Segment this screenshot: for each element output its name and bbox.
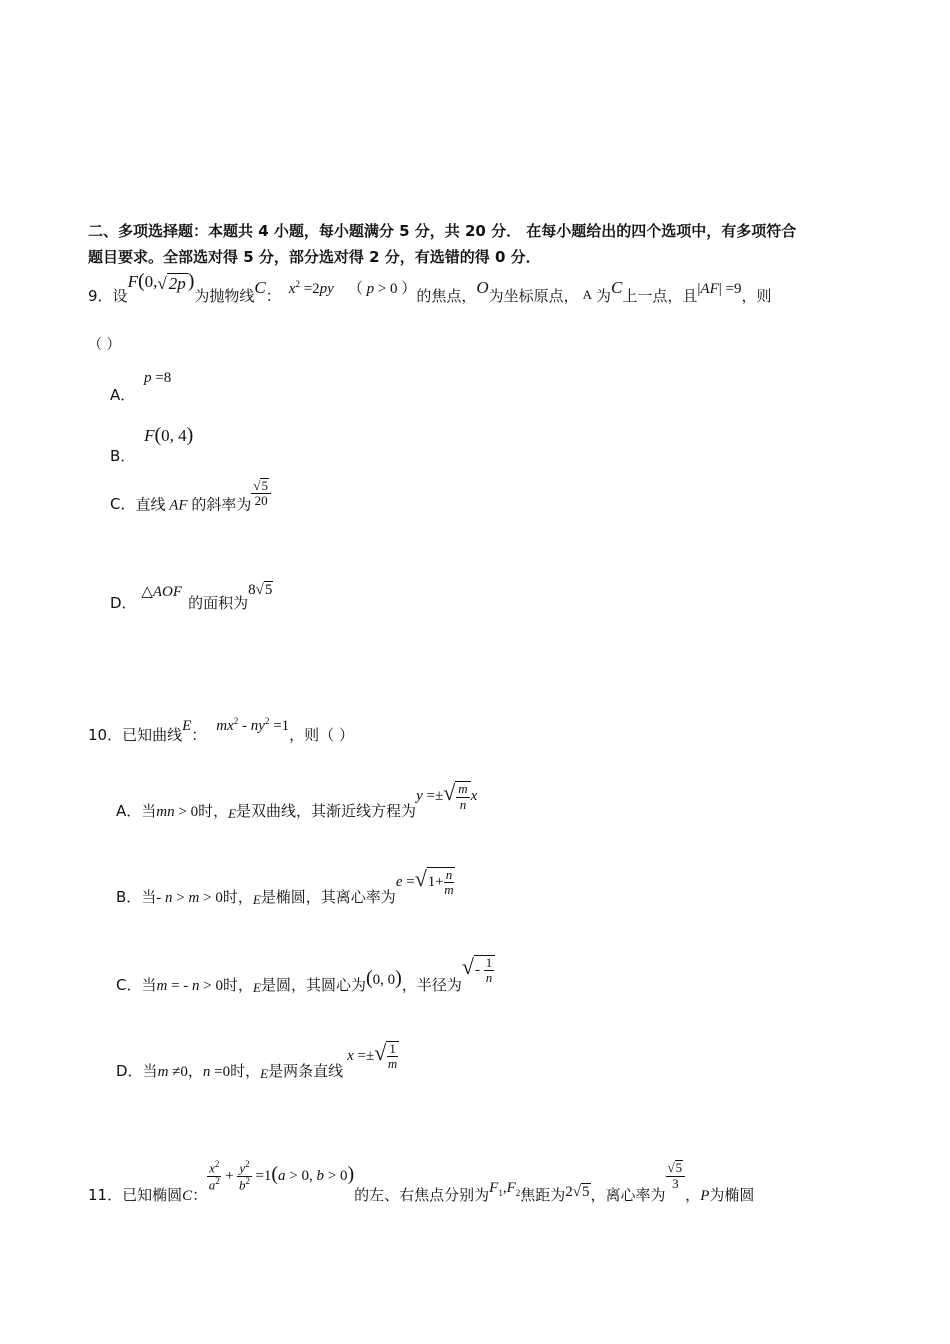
q9-option-c[interactable] [110,478,271,540]
option-formula-AF: AF [165,497,192,514]
formula-E: E [182,718,192,734]
option-formula-asymptote: y =±√ $\frac{m}{n}$ x [416,780,478,812]
option-text: ，半径为 [401,976,462,994]
formula-E: E [253,980,261,995]
question-11-stem [88,1152,754,1212]
formula-A: A [582,287,593,302]
formula-O: O [476,278,489,297]
question-number: 11．已知椭圆 [88,1185,183,1204]
q10-option-c[interactable] [116,944,495,994]
stem-text: 为坐标原点， [488,287,579,305]
stem-text: 焦距为 [520,1185,566,1204]
formula-C: C [254,278,266,297]
option-label: A．当 [116,802,157,820]
option-text: 是两条直线 [268,1062,344,1080]
formula-ellipse: $\frac{x^2}{a^2}$ + $\frac{y^2}{b^2}$ =1(a > 0, b > 0) [208,1159,355,1192]
formula-curve: $mx^2 - ny^2 =1$ [216,716,290,734]
q10-option-a[interactable] [116,770,477,820]
option-text: 是双曲线，其渐近线方程为 [236,802,417,820]
option-formula: - n > m > 0 [156,890,223,906]
stem-text: 为椭圆 [709,1185,755,1204]
stem-text: 上一点，且 [622,287,698,305]
option-formula: m = - n > 0 [156,978,224,994]
option-formula-radius: √- $\frac{1}{n}$ [462,962,495,978]
formula-focal-distance: 2√5 [565,1183,590,1200]
option-formula: m ≠0 [157,1064,188,1080]
formula-condition: （ p > 0 ） [347,281,417,297]
option-text: 是椭圆，其离心率为 [260,888,396,906]
stem-text: ： [265,287,281,305]
option-label: D．当 [116,1062,158,1080]
formula-C: C [611,278,623,297]
option-text: 的斜率为 [191,495,252,514]
formula-E: E [228,806,237,821]
stem-text: 为抛物线 [194,287,255,305]
option-formula-eccentricity: e =√1+ $\frac{n}{m}$ [395,866,454,898]
stem-text: ： [192,1185,208,1204]
option-formula: F(0, 4) [144,424,194,446]
question-number: 9． [88,287,113,305]
option-label: C． [110,495,136,514]
option-formula: p =8 [144,370,172,386]
option-label: A． [110,386,136,404]
question-9-answer-paren: （ ） [88,337,121,353]
stem-text: 的焦点， [416,287,477,305]
formula-foci: $F_1,F_2$ [489,1179,521,1198]
option-text: 时， [223,976,254,994]
formula-P: P [700,1187,710,1204]
option-formula-triangle: △AOF [141,584,183,600]
stem-text: ，则 [741,287,772,305]
option-text: 时， [230,1062,261,1080]
option-label: B．当 [116,888,157,906]
formula-C: C [182,1187,193,1204]
formula-parabola: $x^2 =2py$ [288,279,334,297]
formula-eccentricity: $\frac{√5}{3}$ [666,1160,686,1191]
option-formula-area: 8√5 [248,582,273,598]
question-9-stem [88,270,772,314]
option-formula-center: (0, 0) [366,967,402,989]
q9-option-b[interactable] [110,426,193,466]
stem-text: ，则（ ） [289,726,354,744]
formula-AF: |AF| =9 [697,281,742,297]
q10-option-d[interactable] [116,1030,399,1080]
stem-text: ，离心率为 [590,1185,666,1204]
option-text: 的面积为 [188,594,249,612]
option-text: 时， [198,802,229,820]
stem-text: 设 [112,287,128,305]
option-text: ， [187,1062,203,1080]
option-formula: mn > 0 [156,804,199,820]
q10-option-b[interactable] [116,856,455,906]
option-label: B． [110,447,136,465]
section-heading-line1: 二、多项选择题：本题共 4 小题，每小题满分 5 分，共 20 分． 在每小题给出的四个选项中，有多项符合 [88,222,797,240]
option-text: 直线 [135,495,166,514]
option-formula-lines: x =±√ $\frac{1}{m}$ [347,1040,398,1072]
option-text: 是圆，其圆心为 [260,976,366,994]
formula-E: E [252,892,261,907]
stem-text: 的左、右焦点分别为 [354,1185,490,1204]
stem-text: 为 [596,287,612,305]
option-text: 时， [222,888,253,906]
question-10-stem [88,712,354,752]
stem-text: ， [685,1185,701,1204]
formula-focus: F(0,√ 2p ) [127,270,195,293]
option-label: D． [110,594,137,612]
option-label: C．当 [116,976,157,994]
formula-E: E [260,1066,269,1081]
stem-text: ： [191,726,207,744]
option-formula: n =0 [202,1064,231,1080]
section-heading-line2: 题目要求。全部选对得 5 分，部分选对得 2 分，有选错的得 0 分． [88,248,541,266]
question-number: 10．已知曲线 [88,726,183,744]
q9-option-d[interactable] [110,578,273,618]
q9-option-a[interactable] [110,366,171,406]
option-formula-fraction: $\frac{√5}{20}$ [251,478,271,509]
